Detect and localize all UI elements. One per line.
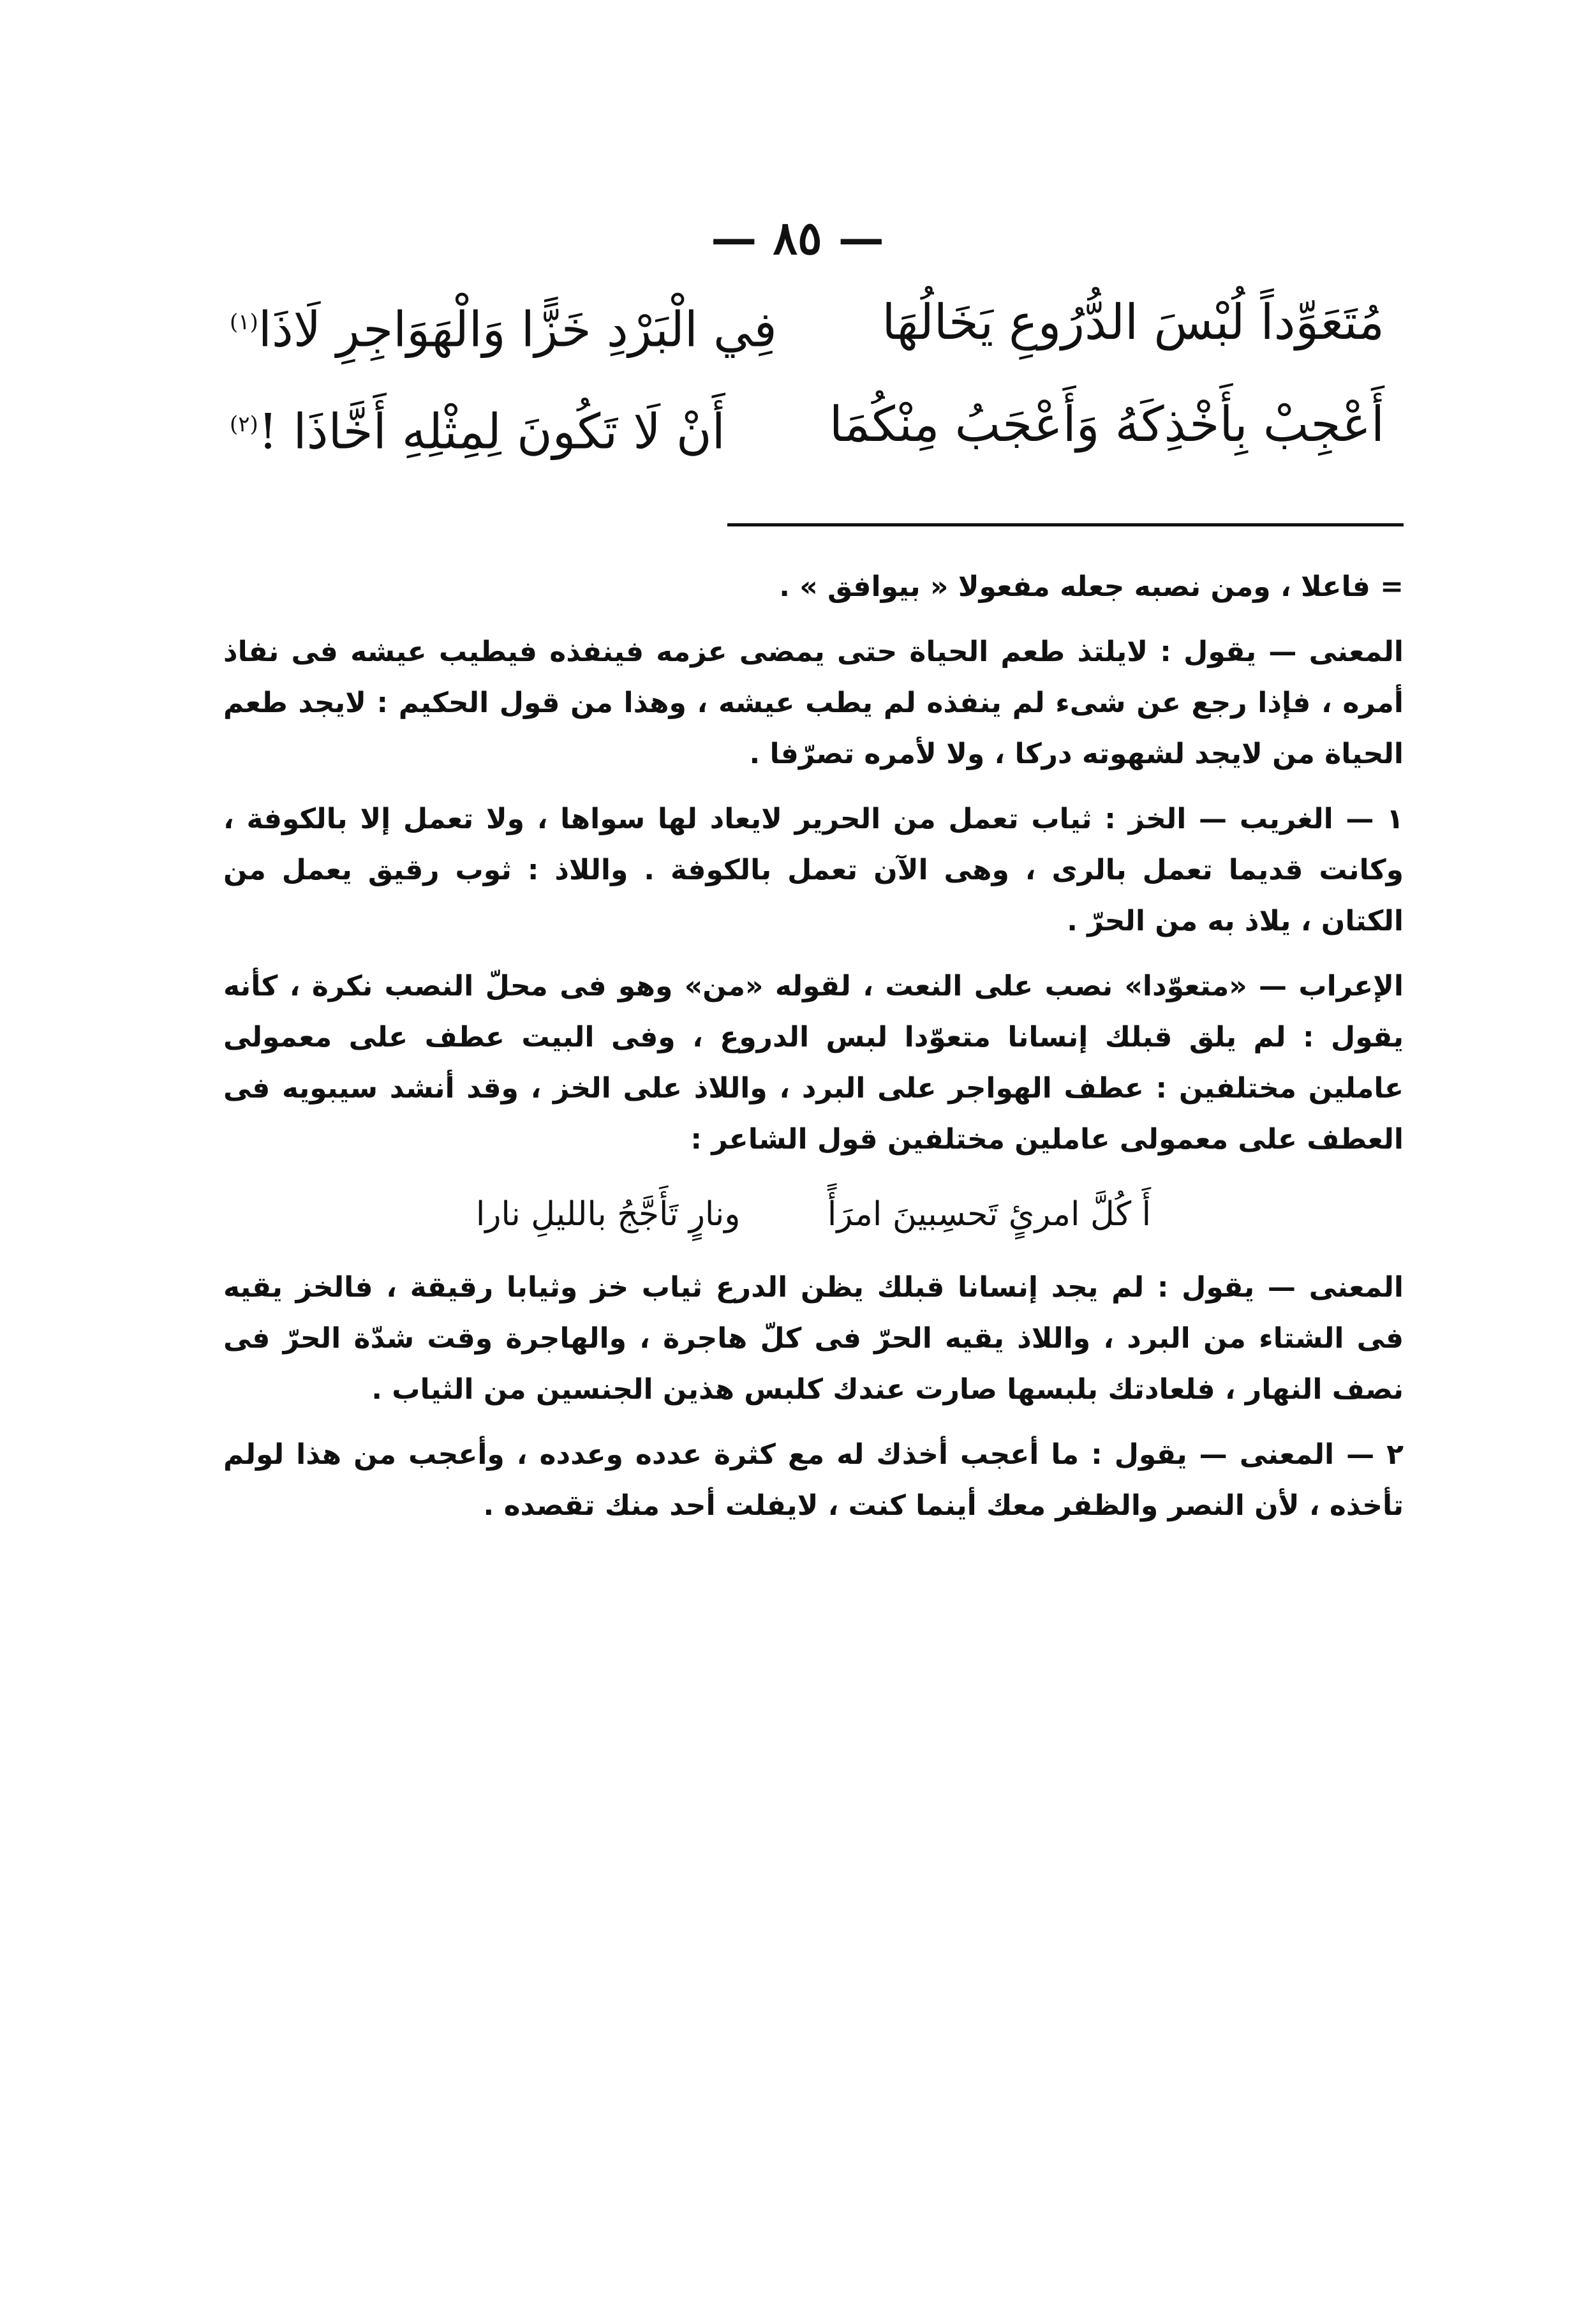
verse-line-2 [230, 383, 1384, 466]
verse-1-second-hemistich-wrap [230, 281, 777, 371]
footnote-marker-2: (٢) [230, 412, 258, 437]
footnote-marker-1: (١) [230, 309, 258, 335]
verse-2-second-hemistich-wrap [230, 383, 725, 473]
separator-rule [727, 523, 1404, 526]
verse-1-first-hemistich: مُتَعَوِّداً لُبْسَ الدُّرُوعِ يَخَالُهَا [882, 294, 1384, 350]
commentary-meaning-previous: المعنى — يقول : لايلتذ طعم الحياة حتى يمضى عزمه فينفذه فيطيب عيشه فى نفاذ أمره ، فإذا رجع عن شىء لم ينفذه لم يطب عيشه ، وهذا من قول الحكيم : لايجد طعم الحياة من لايجد لشهوته دركا ، ولا لأمره تصرّفا . [223, 636, 1404, 770]
verse-2-first-hemistich: أَعْجِبْ بِأَخْذِكَهُ وَأَعْجَبُ مِنْكُمَا [829, 396, 1384, 452]
quoted-verse-second: ونارٍ تَأَجَّجُ بالليلِ نارا [475, 1195, 741, 1233]
commentary-vocabulary-1: ١ — الغريب — الخز : ثياب تعمل من الحرير لايعاد لها سواها ، ولا تعمل إلا بالكوفة ، وكانت قديما تعمل بالرى ، وهى الآن تعمل بالكوفة . واللاذ : ثوب رقيق يعمل من الكتان ، يلاذ به من الحرّ . [223, 803, 1404, 937]
commentary-meaning-2: ٢ — المعنى — يقول : ما أعجب أخذك له مع كثرة عدده وعدده ، وأعجب من هذا لولم تأخذه ، لأن النصر والظفر معك أينما كنت ، لايفلت أحد منك تقصده . [223, 1438, 1404, 1522]
commentary-grammar-1: الإعراب — «متعوّدا» نصب على النعت ، لقوله «من» وهو فى محلّ النصب نكرة ، كأنه يقول : لم يلق قبلك إنسانا متعوّدا لبس الدروع ، وفى البيت عطف على معمولى عاملين مختلفين : عطف الهواجر على البرد ، واللاذ على الخز ، وقد أنشد سيبويه فى العطف على معمولى عاملين مختلفين قول الشاعر : [223, 970, 1404, 1156]
verse-1-second-hemistich: فِي الْبَرْدِ خَزًّا وَالْهَوَاجِرِ لَاذَا [258, 301, 777, 358]
verse-line-1 [230, 281, 1384, 364]
verse-2-second-hemistich: أَنْ لَا تَكُونَ لِمِثْلِهِ أَخَّاذَا ! [258, 403, 725, 460]
commentary-continuation: = فاعلا ، ومن نصبه جعله مفعولا « بيوافق » . [779, 570, 1404, 603]
page-number: — ٨٥ — [711, 211, 884, 265]
commentary-meaning-1: المعنى — يقول : لم يجد إنسانا قبلك يظن الدرع ثياب خز وثيابا رقيقة ، فالخز يقيه فى الشتاء من البرد ، واللاذ يقيه الحرّ فى كلّ هاجرة ، والهاجرة وقت شدّة الحرّ فى نصف النهار ، فلعادتك بلبسها صارت عندك كلبس هذين الجنسين من الثياب . [223, 1271, 1404, 1406]
commentary [223, 562, 1404, 1546]
quoted-verse-first: أَ كُلَّ امرئٍ تَحسِبينَ امرَأً [827, 1195, 1152, 1233]
quoted-verse [223, 1179, 1404, 1249]
